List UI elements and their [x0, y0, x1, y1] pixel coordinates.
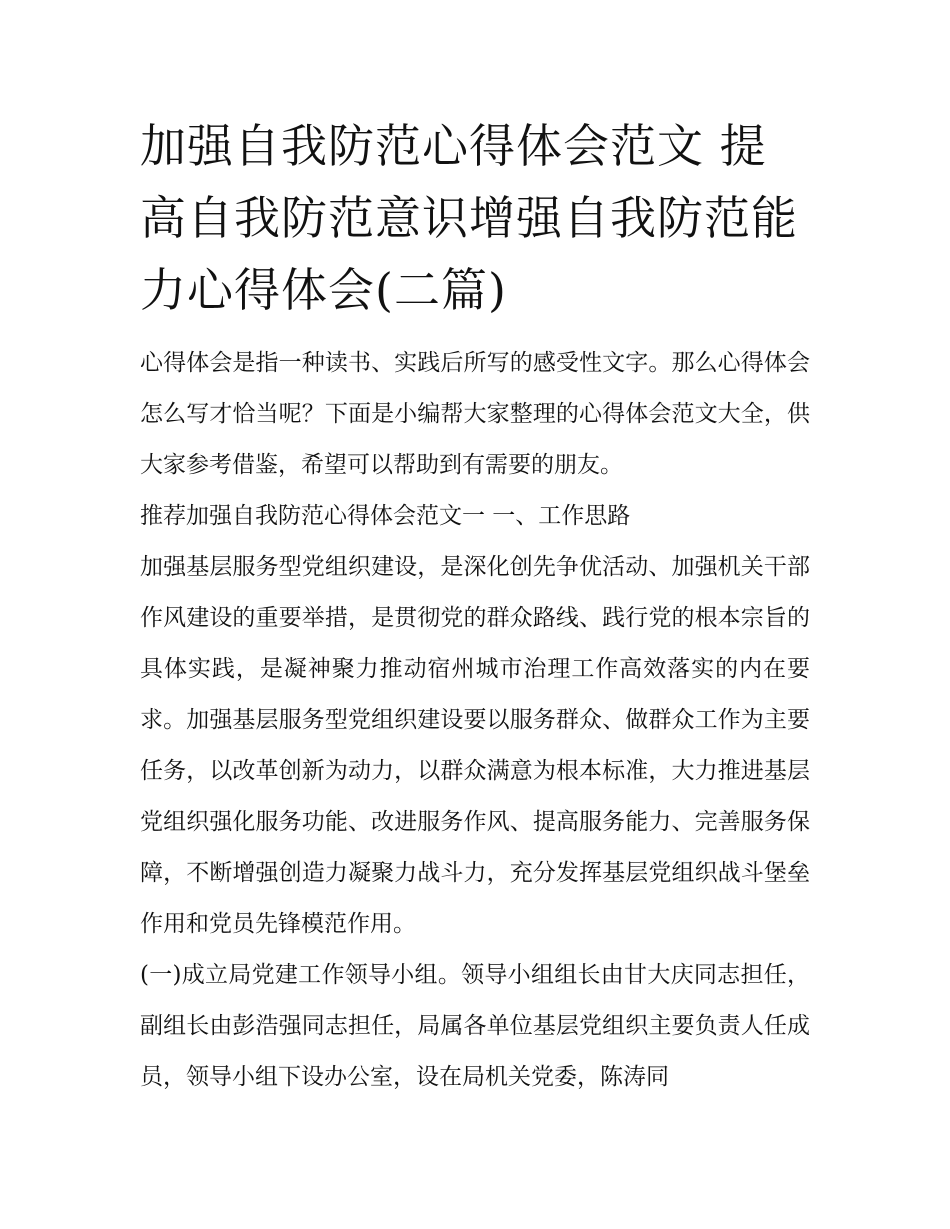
- body-paragraph-2: (一)成立局党建工作领导小组。领导小组组长由甘大庆同志担任，副组长由彭浩强同志担任，局属各单位基层党组织主要负责人任成员，领导小组下设办公室，设在局机关党委，陈涛同: [140, 962, 810, 1090]
- body-paragraph-1: 加强基层服务型党组织建设，是深化创先争优活动、加强机关干部作风建设的重要举措，是贯彻党的群众路线、践行党的根本宗旨的具体实践，是凝神聚力推动宿州城市治理工作高效落实的内在要求。加强基层服务型党组织建设要以服务群众、做群众工作为主要任务，以改革创新为动力，以群众满意为根本标准，大力推进基层党组织强化服务功能、改进服务作风、提高服务能力、完善服务保障，不断增强创造力凝聚力战斗力，充分发挥基层党组织战斗堡垒作用和党员先锋模范作用。: [140, 554, 810, 937]
- document-title: 加强自我防范心得体会范文 提高自我防范意识增强自我防范能力心得体会(二篇): [140, 119, 798, 317]
- document-body: [140, 110, 810, 1103]
- section-heading: 推荐加强自我防范心得体会范文一 一、工作思路: [140, 503, 631, 529]
- intro-paragraph: 心得体会是指一种读书、实践后所写的感受性文字。那么心得体会怎么写才恰当呢？下面是小编帮大家整理的心得体会范文大全，供大家参考借鉴，希望可以帮助到有需要的朋友。: [140, 350, 810, 478]
